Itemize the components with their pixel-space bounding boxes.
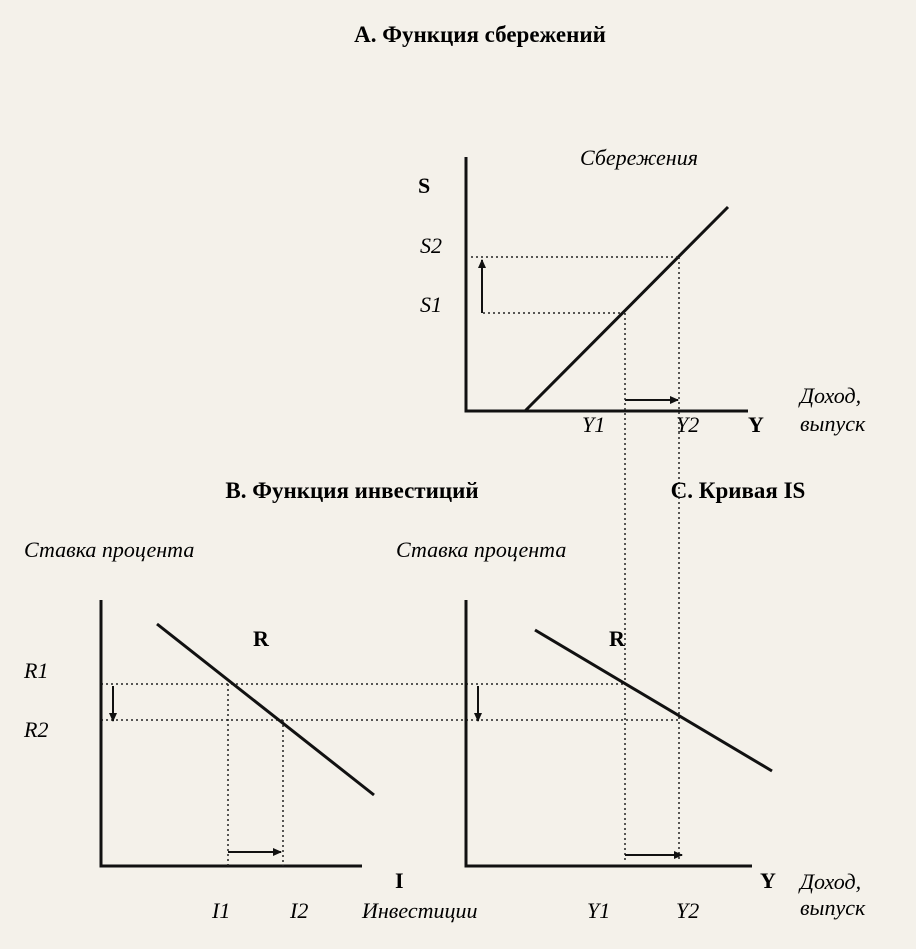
panel-c-y2-label: Y2 bbox=[676, 898, 700, 923]
savings-curve-label: Сбережения bbox=[580, 145, 698, 170]
s1-label: S1 bbox=[420, 292, 442, 317]
panel-b-title: В. Функция инвестиций bbox=[225, 478, 479, 503]
panel-a-y1-label: Y1 bbox=[582, 412, 606, 437]
panel-c-y1-label: Y1 bbox=[587, 898, 611, 923]
panel-c-is-curve bbox=[396, 478, 866, 923]
panel-a-title: А. Функция сбережений bbox=[354, 22, 606, 47]
panel-c-title: С. Кривая IS bbox=[670, 478, 806, 503]
panel-a-x-caption-2: выпуск bbox=[800, 411, 866, 436]
panel-a-savings bbox=[354, 22, 866, 437]
i1-label: I1 bbox=[212, 898, 231, 923]
panel-a-x-caption-1: Доход, bbox=[800, 383, 862, 408]
panel-b-y-caption: Ставка процента bbox=[24, 537, 195, 562]
s2-label: S2 bbox=[420, 233, 442, 258]
panel-c-x-caption-2: выпуск bbox=[800, 895, 866, 920]
r1-label: R1 bbox=[24, 658, 49, 683]
panel-a-y2-label: Y2 bbox=[676, 412, 700, 437]
panel-b-x-axis-symbol: I bbox=[395, 868, 404, 893]
i2-label: I2 bbox=[290, 898, 309, 923]
panel-c-x-caption-1: Доход, bbox=[800, 869, 862, 894]
savings-function-line bbox=[525, 207, 728, 411]
is-curve-line bbox=[535, 630, 772, 771]
panel-a-axes bbox=[466, 157, 748, 411]
r2-label: R2 bbox=[24, 717, 49, 742]
is-curve-label: R bbox=[609, 626, 625, 651]
investment-curve-label: R bbox=[253, 626, 269, 651]
panel-b-axes bbox=[101, 600, 362, 866]
panel-c-y-caption: Ставка процента bbox=[396, 537, 567, 562]
panel-a-x-axis-symbol: Y bbox=[748, 412, 764, 437]
panel-b-x-caption: Инвестиции bbox=[362, 898, 478, 923]
panel-a-y-axis-label: S bbox=[418, 173, 431, 198]
panel-c-x-axis-symbol: Y bbox=[760, 868, 776, 893]
